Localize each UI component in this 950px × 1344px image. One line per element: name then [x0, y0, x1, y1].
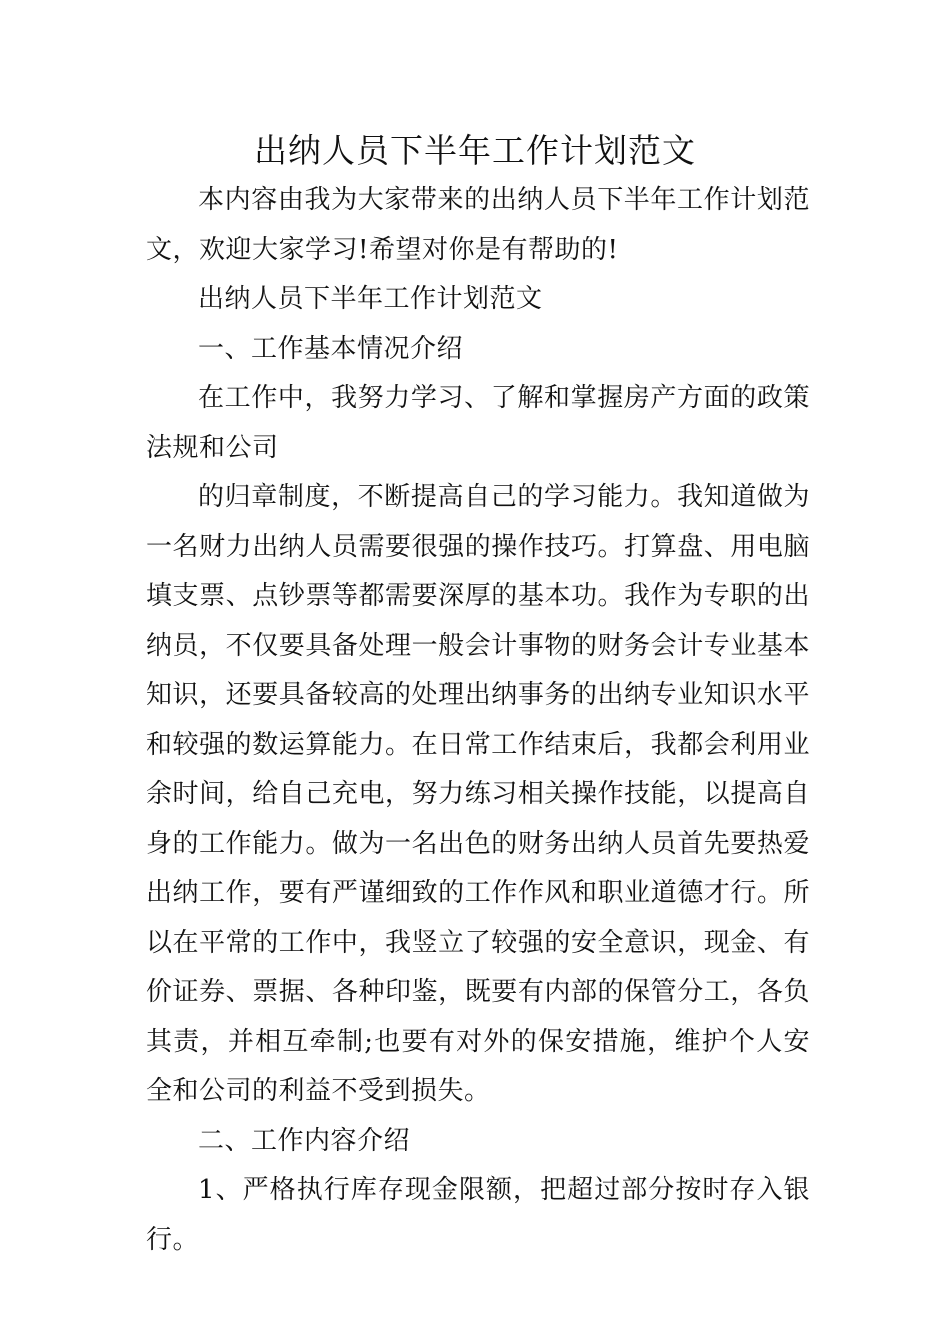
intro-paragraph: 本内容由我为大家带来的出纳人员下半年工作计划范文，欢迎大家学习!希望对你是有帮助的!	[146, 185, 810, 265]
body-paragraph-1: 在工作中，我努力学习、了解和掌握房产方面的政策法规和公司	[146, 383, 810, 463]
subtitle-paragraph: 出纳人员下半年工作计划范文	[198, 284, 543, 314]
page-title: 出纳人员下半年工作计划范文	[254, 131, 696, 170]
section-heading-2: 二、工作内容介绍	[198, 1125, 411, 1156]
body-paragraph-2: 的归章制度，不断提高自己的学习能力。我知道做为一名财力出纳人员需要很强的操作技巧。打算盘、用电脑填支票、点钞票等都需要深厚的基本功。我作为专职的出纳员，不仅要具备处理一般会计事物的财务会计专业基本知识，还要具备较高的处理出纳事务的出纳专业知识水平和较强的数运算能力。在日常工作结束后，我都会利用业余时间，给自己充电，努力练习相关操作技能，以提高自身的工作能力。做为一名出色的财务出纳人员首先要热爱出纳工作，要有严谨细致的工作作风和职业道德才行。所以在平常的工作中，我竖立了较强的安全意识，现金、有价证券、票据、各种印鉴，既要有内部的保管分工，各负其责，并相互牵制;也要有对外的保安措施，维护个人安全和公司的利益不受到损失。	[146, 482, 810, 1106]
document-body	[146, 176, 810, 1265]
list-item-1: 1、严格执行库存现金限额，把超过部分按时存入银行。	[146, 1175, 810, 1255]
section-heading-1: 一、工作基本情况介绍	[198, 333, 464, 364]
